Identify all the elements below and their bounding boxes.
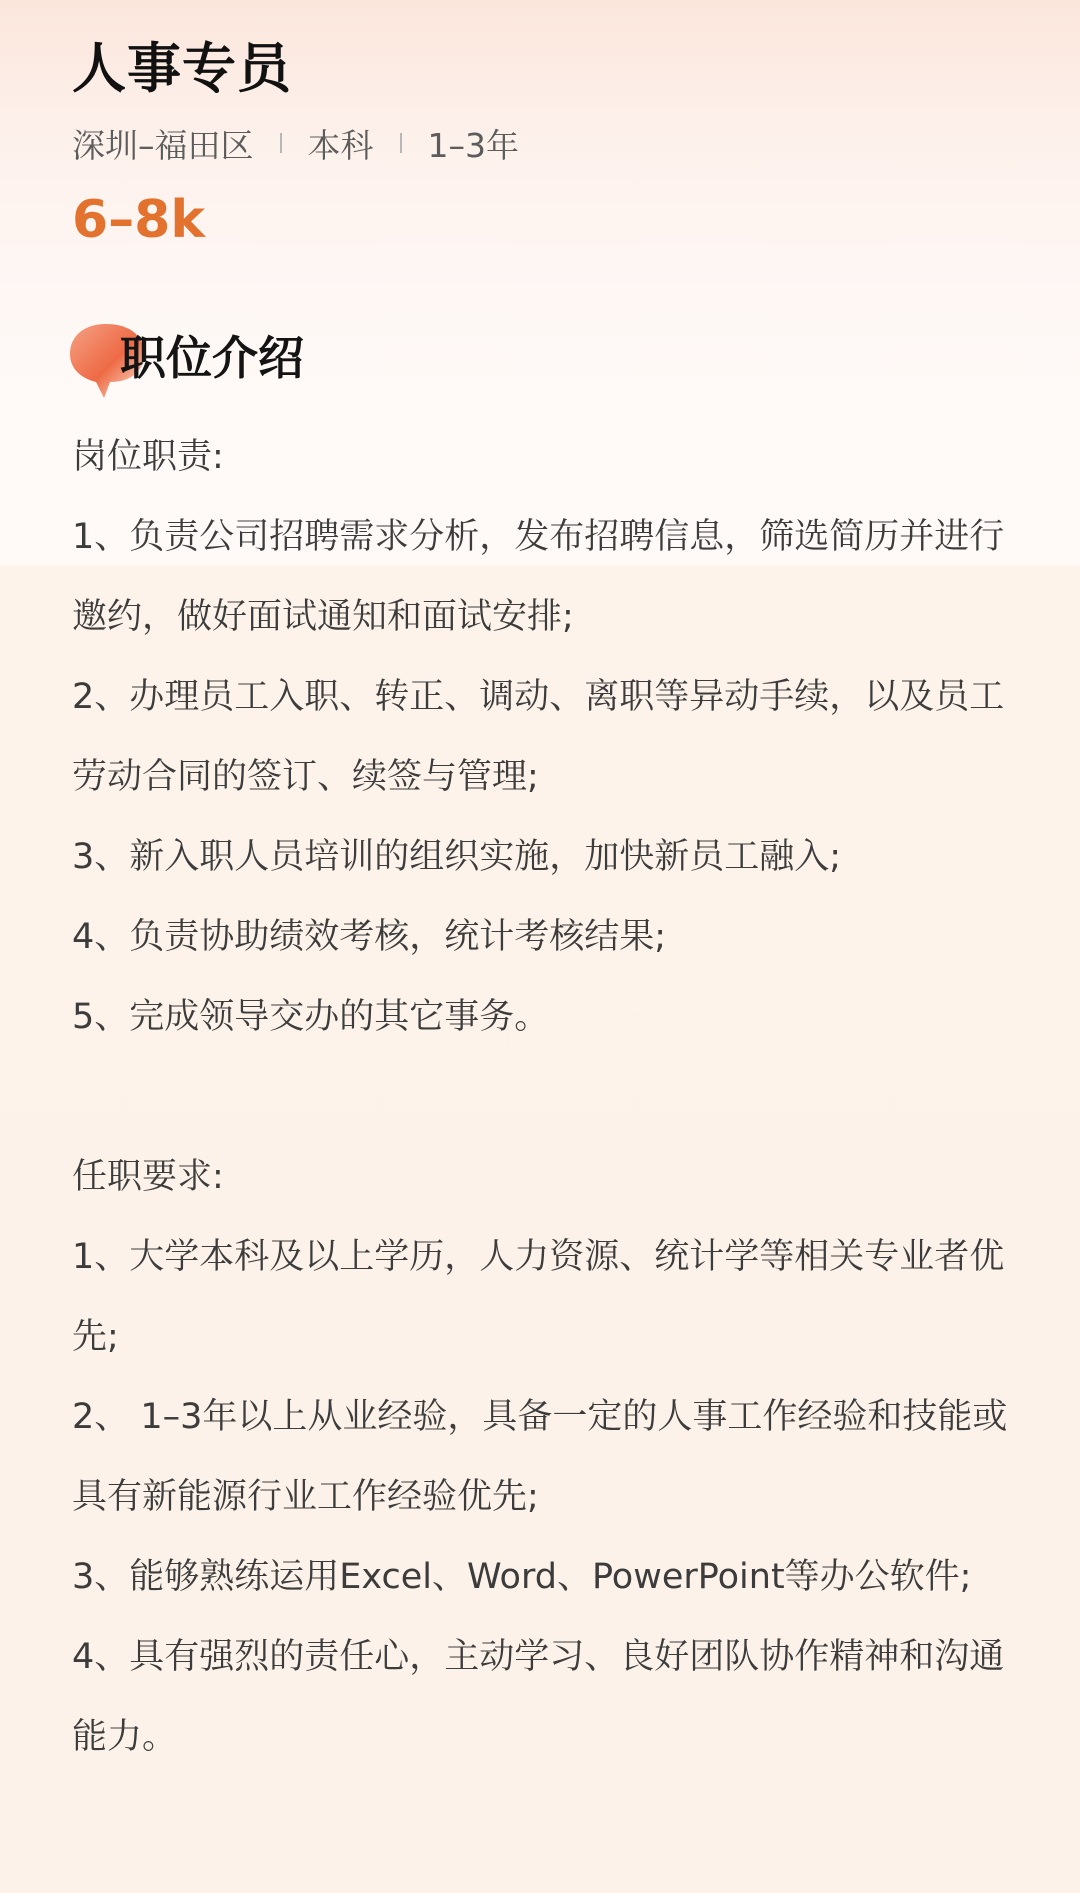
list-item: 1、大学本科及以上学历，人力资源、统计学等相关专业者优先;	[72, 1237, 1005, 1357]
list-item: 5、完成领导交办的其它事务。	[72, 997, 550, 1037]
job-meta-row	[72, 118, 519, 168]
job-salary: 6–8k	[72, 190, 205, 250]
job-description	[72, 417, 1020, 1777]
section-title: 职位介绍	[120, 331, 304, 385]
list-item: 2、 1–3年以上从业经验，具备一定的人事工作经验和技能或具有新能源行业工作经验优先;	[72, 1397, 1008, 1517]
job-title: 人事专员	[72, 37, 292, 100]
list-item: 2、办理员工入职、转正、调动、离职等异动手续，以及员工劳动合同的签订、续签与管理;	[72, 677, 1005, 797]
list-item: 3、新入职人员培训的组织实施，加快新员工融入;	[72, 837, 842, 877]
job-experience: 1–3年	[427, 125, 519, 165]
list-item: 1、负责公司招聘需求分析，发布招聘信息，筛选简历并进行邀约，做好面试通知和面试安排;	[72, 517, 1005, 637]
meta-divider	[400, 133, 402, 153]
job-location: 深圳–福田区	[72, 125, 254, 165]
list-item: 3、能够熟练运用Excel、Word、PowerPoint等办公软件;	[72, 1557, 972, 1597]
meta-divider	[280, 133, 282, 153]
requirements-heading: 任职要求:	[72, 1157, 224, 1197]
section-header-job-intro	[68, 320, 468, 400]
job-education: 本科	[307, 125, 374, 165]
list-item: 4、负责协助绩效考核，统计考核结果;	[72, 917, 667, 957]
list-item: 4、具有强烈的责任心，主动学习、良好团队协作精神和沟通能力。	[72, 1637, 1005, 1757]
spacer	[72, 1057, 1020, 1137]
responsibilities-heading: 岗位职责:	[72, 437, 224, 477]
